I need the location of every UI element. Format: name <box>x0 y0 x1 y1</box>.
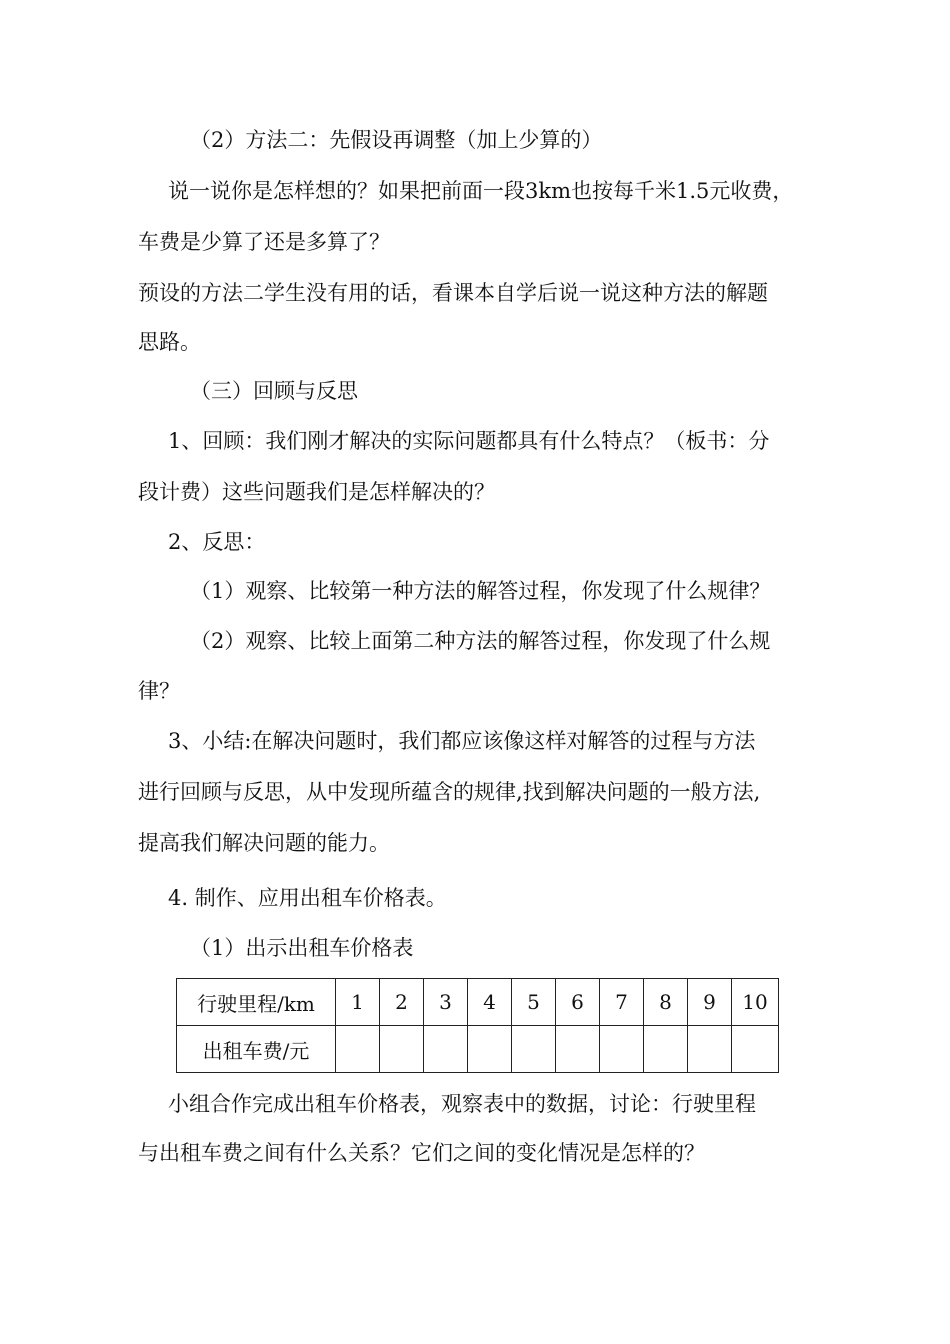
paragraph-line: 车费是少算了还是多算了？ <box>138 230 390 254</box>
table-cell-empty <box>512 1026 556 1073</box>
paragraph-line: 3、小结:在解决问题时，我们都应该像这样对解答的过程与方法 <box>168 729 756 753</box>
table-row <box>177 979 779 1026</box>
method-two-heading: （2）方法二：先假设再调整（加上少算的） <box>190 128 603 152</box>
table-cell-empty <box>732 1026 779 1073</box>
paragraph-line: 小组合作完成出租车价格表，观察表中的数据，讨论：行驶里程 <box>168 1092 756 1116</box>
paragraph-line: （1）出示出租车价格表 <box>190 936 414 960</box>
table-cell: 7 <box>600 979 644 1026</box>
table-cell-empty <box>380 1026 424 1073</box>
taxi-price-table <box>176 978 779 1073</box>
table-cell: 2 <box>380 979 424 1026</box>
table-cell: 8 <box>644 979 688 1026</box>
table-header-distance: 行驶里程/km <box>177 979 336 1026</box>
table-cell: 3 <box>424 979 468 1026</box>
section-heading-review: （三）回顾与反思 <box>190 379 358 403</box>
table-cell-empty <box>644 1026 688 1073</box>
paragraph-line: 预设的方法二学生没有用的话，看课本自学后说一说这种方法的解题 <box>138 281 768 305</box>
table-cell-empty <box>556 1026 600 1073</box>
table-row <box>177 1026 779 1073</box>
paragraph-line: 2、反思： <box>168 530 266 554</box>
table-cell-empty <box>336 1026 380 1073</box>
table-cell: 5 <box>512 979 556 1026</box>
table-cell-empty <box>600 1026 644 1073</box>
paragraph-line: （1）观察、比较第一种方法的解答过程，你发现了什么规律？ <box>190 579 771 603</box>
table-cell: 10 <box>732 979 779 1026</box>
paragraph-line: 与出租车费之间有什么关系？它们之间的变化情况是怎样的？ <box>138 1141 705 1165</box>
paragraph-line: 律？ <box>138 679 180 703</box>
paragraph-line: 4. 制作、应用出租车价格表。 <box>168 886 447 910</box>
paragraph-line: 说一说你是怎样想的？如果把前面一段3km也按每千米1.5元收费， <box>168 179 794 203</box>
paragraph-line: 提高我们解决问题的能力。 <box>138 831 390 855</box>
paragraph-line: （2）观察、比较上面第二种方法的解答过程，你发现了什么规 <box>190 629 771 653</box>
table-cell: 4 <box>468 979 512 1026</box>
table-header-fare: 出租车费/元 <box>177 1026 336 1073</box>
table-cell: 1 <box>336 979 380 1026</box>
table-cell-empty <box>688 1026 732 1073</box>
paragraph-line: 思路。 <box>138 330 201 354</box>
table-cell-empty <box>468 1026 512 1073</box>
paragraph-line: 1、回顾：我们刚才解决的实际问题都具有什么特点？（板书：分 <box>168 429 770 453</box>
table-cell-empty <box>424 1026 468 1073</box>
table-cell: 6 <box>556 979 600 1026</box>
paragraph-line: 段计费）这些问题我们是怎样解决的？ <box>138 480 495 504</box>
table-cell: 9 <box>688 979 732 1026</box>
paragraph-line: 进行回顾与反思，从中发现所蕴含的规律,找到解决问题的一般方法, <box>138 780 761 804</box>
